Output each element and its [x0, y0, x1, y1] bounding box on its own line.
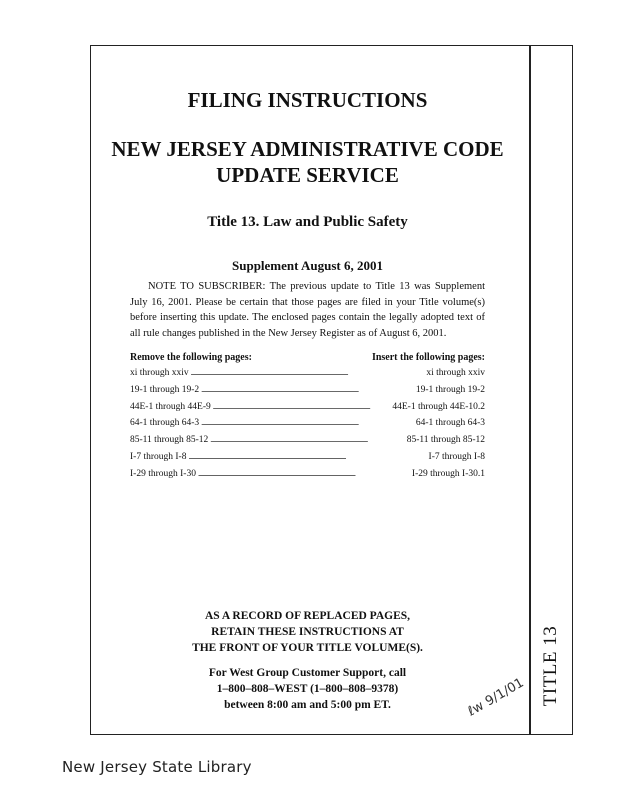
- title-tab-label: TITLE 13: [540, 625, 561, 707]
- table-row: [130, 449, 485, 466]
- remove-cell: 64-1 through 64-3: [130, 418, 200, 429]
- filing-instructions-heading: FILING INSTRUCTIONS: [187, 88, 428, 112]
- record-notice: [130, 608, 485, 656]
- remove-cell: 85-11 through 85-12: [130, 435, 209, 446]
- code-title-line1: NEW JERSEY ADMINISTRATIVE CODE: [111, 137, 504, 161]
- insert-cell: 44E-1 through 44E-10.2: [392, 401, 485, 412]
- dot-leader: [188, 449, 426, 466]
- dot-leader: [201, 415, 414, 432]
- insert-cell: I-7 through I-8: [428, 451, 485, 462]
- code-title-line2: UPDATE SERVICE: [216, 163, 399, 187]
- dot-leader: [210, 432, 404, 449]
- subscriber-note: NOTE TO SUBSCRIBER: The previous update to Title 13 was Supplement July 16, 2001. Please be certain that those pages are filed in your Title volume(s) before inserting this update. The enclosed pages contain the legally adopted text of all rule changes published in the New Jersey Register as of August 6, 2001.: [130, 281, 485, 339]
- support-line3: between 8:00 am and 5:00 pm ET.: [224, 699, 391, 711]
- table-row: [130, 382, 485, 399]
- table-row: [130, 415, 485, 432]
- dot-leader: [191, 365, 425, 382]
- record-line3: THE FRONT OF YOUR TITLE VOLUME(S).: [192, 642, 423, 654]
- dot-leader: [201, 382, 414, 399]
- record-line1: AS A RECORD OF REPLACED PAGES,: [204, 610, 411, 622]
- insert-cell: I-29 through I-30.1: [411, 468, 485, 479]
- remove-cell: 44E-1 through 44E-9: [130, 401, 211, 412]
- pages-table-header: [130, 350, 485, 365]
- remove-cell: 19-1 through 19-2: [130, 384, 200, 395]
- insert-header: Insert the following pages:: [371, 352, 485, 363]
- code-title: [110, 136, 505, 188]
- insert-cell: 64-1 through 64-3: [415, 418, 485, 429]
- remove-header: Remove the following pages:: [130, 352, 252, 363]
- handwritten-initials: ℓw 9/1/01: [465, 675, 527, 720]
- table-row: [130, 365, 485, 382]
- support-line1: For West Group Customer Support, call: [208, 667, 407, 679]
- remove-cell: I-29 through I-30: [130, 468, 196, 479]
- insert-cell: 19-1 through 19-2: [415, 384, 485, 395]
- support-line2: 1–800–808–WEST (1–800–808–9378): [216, 683, 399, 695]
- supplement-date: Supplement August 6, 2001: [232, 258, 383, 273]
- insert-cell: 85-11 through 85-12: [406, 435, 485, 446]
- dot-leader: [213, 399, 391, 416]
- support-notice: [130, 665, 485, 713]
- table-row: [130, 399, 485, 416]
- insert-cell: xi through xxiv: [426, 368, 485, 378]
- title-name: Title 13. Law and Public Safety: [207, 214, 408, 230]
- record-line2: RETAIN THESE INSTRUCTIONS AT: [211, 626, 404, 638]
- remove-cell: I-7 through I-8: [130, 451, 187, 462]
- title-tab: [529, 46, 573, 734]
- dot-leader: [198, 466, 410, 483]
- table-row: [130, 466, 485, 483]
- library-stamp: New Jersey State Library: [62, 758, 252, 776]
- remove-cell: xi through xxiv: [130, 368, 189, 378]
- pages-table: [130, 350, 485, 483]
- table-row: [130, 432, 485, 449]
